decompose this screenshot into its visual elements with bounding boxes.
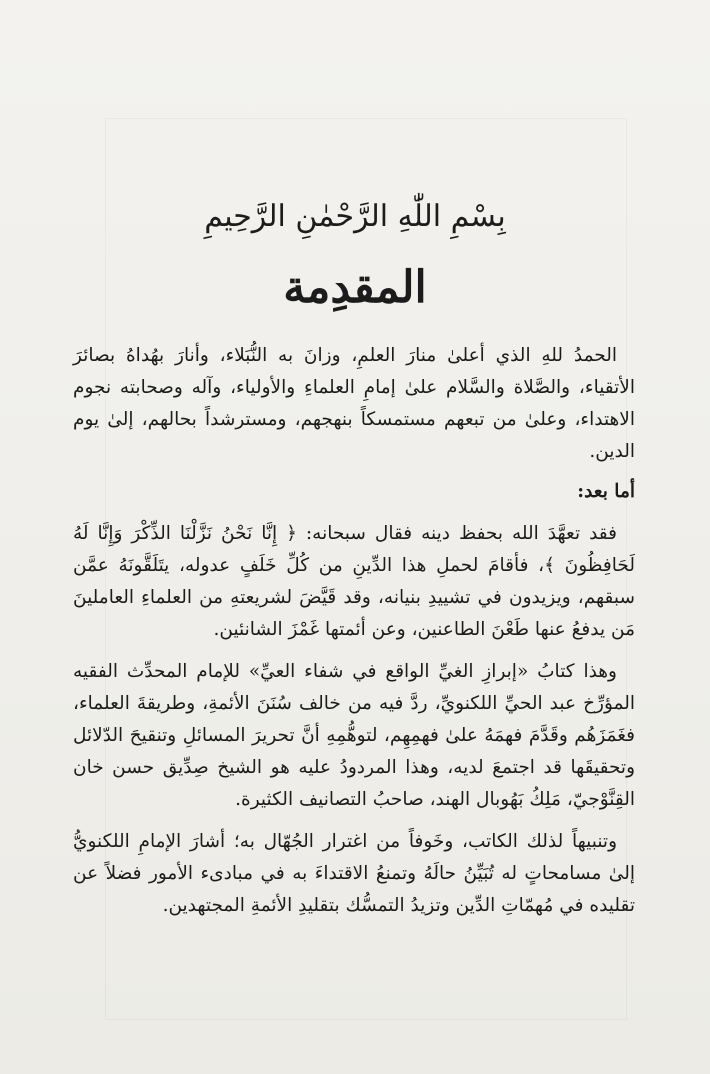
page-title: المقدِمة — [283, 262, 427, 313]
paragraph: وهذا كتابُ «إبرازِ الغيِّ الواقع في شفاء العيِّ» للإمام المحدِّث الفقيه المؤرِّخ عبد الحيِّ اللكنويِّ، ردَّ فيه من خالف سُنَنَ الأئمةِ، وطريقةَ العلماء، فغَمَزَهُم وقَدَّمَ فهمَهُ علىٰ فهمِهِم، لتوهُّمِهِ أنَّ تحريرَ المسائلِ وتنقيحَ الدّلائل وتحقيقَها قد اجتمعَ لديه، وهذا المردودُ عليه هو الشيخ صِدِّيق حسن خان القِنَّوْجيّ، مَلِكُ بَهُوبال الهند، صاحبُ التصانيف الكثيرة. — [73, 661, 635, 810]
paragraph: وتنبيهاً لذلك الكاتب، وخَوفاً من اغترار الجُهّال به؛ أشارَ الإمامِ اللكنويُّ إلىٰ مسامحاتٍ له تُبَيِّنُ حالَهُ وتمنعُ الاقتداءَ به في مبادىء الأمور فضلاً عن تقليده في مُهمّاتِ الدِّين وتزيدُ التمسُّك بتقليدِ الأئمةِ المجتهدين. — [73, 831, 635, 916]
section-heading: أما بعد: — [577, 481, 635, 502]
body-text — [73, 340, 635, 922]
basmala: بِسْمِ اللّٰهِ الرَّحْمٰنِ الرَّحِيمِ — [204, 199, 506, 234]
paragraph: فقد تعهَّدَ الله بحفظ دينه فقال سبحانه: ﴿ إِنَّا نَحْنُ نَزَّلْنَا الذِّكْرَ وَإِنَّا لَهُ لَحَافِظُونَ ﴾، فأقامَ لحملِ هذا الدِّينِ من كُلِّ خَلَفٍ عدوله، يتَلَقَّونَهُ عمَّن سبقهم، ويزيدون في تشييدِ بنيانه، وقد قَيَّضَ لشريعتهِ من العلماءِ العاملينَ مَن يدفعُ عنها طَعْنَ الطاعنين، وعن أئمتها غَمْزَ الشانئين. — [73, 523, 635, 640]
paragraph-opening: الحمدُ للهِ الذي أعلىٰ منارَ العلمِ، وزانَ به النُّبَلاء، وأنارَ بهُداهُ بصائرَ الأتقياء، والصَّلاة والسَّلام علىٰ إمامِ العلماءِ والأولياء، وآله وصحابته نجوم الاهتداء، وعلىٰ من تبعهم مستمسكاً بنهجهم، ومسترشداً بحالهم، إلىٰ يوم الدين. — [73, 345, 635, 462]
